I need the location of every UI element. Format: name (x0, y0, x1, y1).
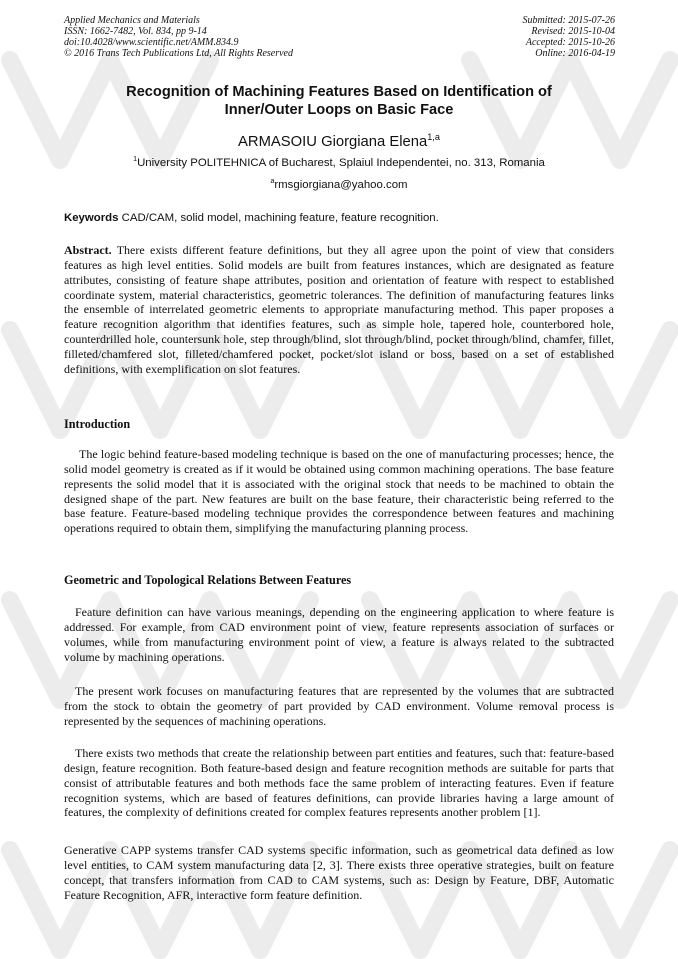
email-sup: a (270, 178, 275, 186)
geometric-paragraph-1: Feature definition can have various meanings, depending on the engineering application to where feature is addressed. For example, from CAD environment point of view, feature represents association of surfaces or volumes, while from manufacturing environment point of view, a feature is always related to the subtracted volume by machining operations. (64, 605, 614, 664)
copyright: © 2016 Trans Tech Publications Ltd, All Rights Reserved (64, 48, 293, 59)
affiliation (64, 156, 614, 170)
keywords-label: Keywords (64, 212, 119, 224)
header-left (64, 15, 293, 59)
paper-title (64, 83, 614, 119)
keywords (64, 211, 614, 225)
title-line-2: Inner/Outer Loops on Basic Face (224, 102, 454, 118)
author (64, 133, 614, 151)
abstract-label: Abstract. (64, 243, 112, 257)
geometric-paragraph-3: There exists two methods that create the relationship between part entities and features, such that: feature-based design, feature recognition. Both feature-based design and feature recognition methods are suitable for parts that consist of attributable features and both methods face the same problem of interacting features. Even if feature recognition systems, which are based of features definitions, can provide libraries having a large amount of features, the complexity of definitions created for complex features represents another problem [1]. (64, 746, 614, 820)
title-line-1: Recognition of Machining Features Based on Identification of (126, 84, 552, 100)
author-name: ARMASOIU Giorgiana Elena (238, 134, 428, 150)
heading-introduction: Introduction (64, 417, 131, 431)
heading-geometric-relations: Geometric and Topological Relations Between Features (64, 573, 352, 587)
abstract (64, 243, 614, 377)
keywords-text: CAD/CAM, solid model, machining feature, feature recognition. (118, 212, 439, 224)
date-online: Online: 2016-04-19 (535, 48, 615, 59)
affiliation-sup: 1 (133, 156, 138, 164)
doi: doi:10.4028/www.scientific.net/AMM.834.9 (64, 37, 239, 48)
email (64, 178, 614, 192)
author-sup: 1,a (427, 132, 440, 143)
journal-name: Applied Mechanics and Materials (64, 15, 200, 26)
email-text: rmsgiorgiana@yahoo.com (274, 179, 408, 191)
affiliation-text: University POLITEHNICA of Bucharest, Splaiul Independentei, no. 313, Romania (137, 157, 545, 169)
date-submitted: Submitted: 2015-07-26 (522, 15, 615, 26)
geometric-paragraph-4: Generative CAPP systems transfer CAD systems specific information, such as geometrical data defined as low level entities, to CAM system manufacturing data [2, 3]. There exists three operative strategies, built on feature concept, that transfers information from CAD to CAM systems, such as: Design by Feature, DBF, Automatic Feature Recognition, AFR, interactive form feature definition. (64, 843, 614, 902)
geometric-paragraph-2: The present work focuses on manufacturing features that are represented by the volumes that are subtracted from the stock to obtain the geometry of part provided by CAD environment. Volume removal process is represented by the sequences of machining operations. (64, 684, 614, 728)
date-revised: Revised: 2015-10-04 (531, 26, 615, 37)
header-right (523, 15, 616, 59)
issn: ISSN: 1662-7482, Vol. 834, pp 9-14 (64, 26, 207, 37)
date-accepted: Accepted: 2015-10-26 (525, 37, 615, 48)
abstract-text: There exists different feature definitions, but they all agree upon the point of view that considers features as high level entities. Solid models are built from features instances, which are designated as feature attributes, consisting of feature shape attributes, position and orientation of feature with respect to established coordinate system, material characteristics, geometric tolerances. The definition of manufacturing features links the ensemble of interrelated geometric elements to appropriate manufacturing method. This paper proposes a feature recognition algorithm that identifies features, such as simple hole, tapered hole, counterbored hole, counterdrilled hole, countersunk hole, step through/blind, slot through/blind, pocket through/blind, chamfer, fillet, filleted/chamfered slot, filleted/chamfered pocket, pocket/slot island or boss, based on a set of established definitions, with exemplification on slot features. (64, 243, 614, 376)
introduction-paragraph: The logic behind feature-based modeling technique is based on the one of manufacturing processes; hence, the solid model geometry is created as if it would be obtained using common machining operations. The base feature represents the solid model that it is associated with the original stock that needs to be machined to obtain the designed shape of the part. New features are built on the base feature, their characteristic being referred to the base feature. Feature-based modeling technique provides the correspondence between features and machining operations required to obtain them, simplifying the manufacturing planning process. (64, 447, 614, 536)
